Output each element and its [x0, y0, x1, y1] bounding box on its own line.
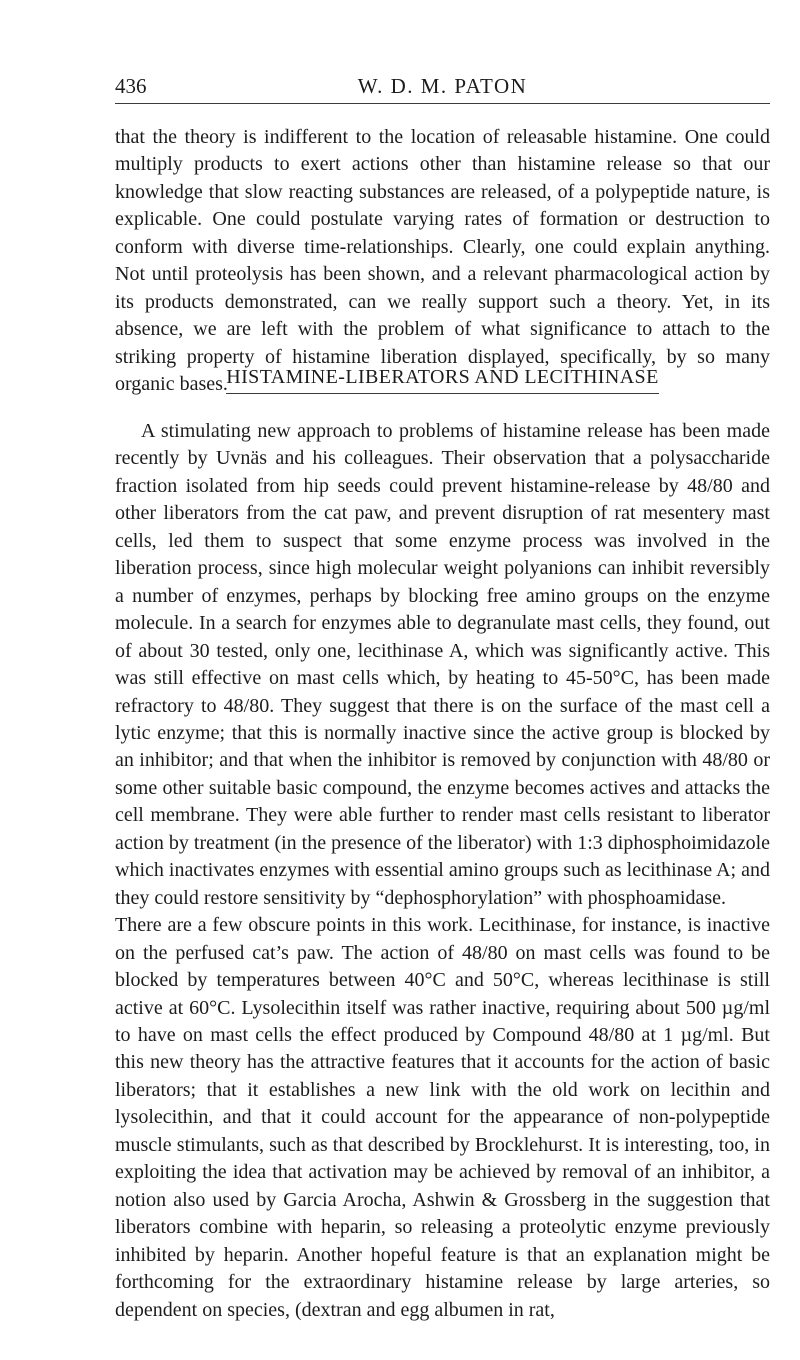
section-heading-text: HISTAMINE-LIBERATORS AND LECITHINASE [226, 364, 658, 394]
section-heading [115, 364, 770, 394]
intro-paragraph: that the theory is indifferent to the location of releasable histamine. One could multiply products to exert actions other than histamine release so that our knowledge that slow reacting substances are released, of a polypeptide nature, is explicable. One could postulate varying rates of formation or destruction to conform with diverse time-relationships. Clearly, one could explain anything. Not until proteolysis has been shown, and a relevant pharmacological action by its products demonstrated, can we really support such a theory. Yet, in its absence, we are left with the problem of what significance to attach to the striking property of histamine liberation displayed, specifically, by so many organic bases. [115, 126, 770, 396]
section-paragraph-2: There are a few obscure points in this work. Lecithinase, for instance, is inactive on the perfused cat’s paw. The action of 48/80 on mast cells was found to be blocked by temperatures between 40°C and 50°C, whereas lecithinase is still active at 60°C. Lysolecithin itself was rather inactive, requiring about 500 µg/ml to have on mast cells the effect produced by Compound 48/80 at 1 µg/ml. But this new theory has the attractive features that it accounts for the action of basic liberators; that it establishes a new link with the old work on lecithin and lysolecithin, and that it could account for the appearance of non-polypeptide muscle stimulants, such as that described by Brocklehurst. It is interesting, too, in exploiting the idea that activation may be achieved by removal of an inhibitor, a notion also used by Garcia Arocha, Ashwin & Grossberg in the suggestion that liberators combine with heparin, so releasing a proteolytic enzyme previously inhibited by heparin. Another hopeful feature is that an explanation might be forthcoming for the extraordinary histamine release by large arteries, so dependent on species, (dextran and egg albumen in rat, [115, 914, 770, 1321]
section-body [115, 418, 770, 1324]
running-head [115, 72, 770, 106]
running-title: W. D. M. PATON [357, 74, 528, 98]
section-paragraph-1: A stimulating new approach to problems of histamine release has been made recently by Uvnäs and his colleagues. Their observation that a polysaccharide fraction isolated from hip seeds could prevent histamine-release by 48/80 and other liberators from the cat paw, and prevent disruption of rat mesentery mast cells, led them to suspect that some enzyme process was involved in the liberation process, since high molecular weight polyanions can inhibit reversibly a number of enzymes, perhaps by blocking free amino groups on the enzyme molecule. In a search for enzymes able to degranulate mast cells, they found, out of about 30 tested, only one, lecithinase A, which was significantly active. This was still effective on mast cells which, by heating to 45-50°C, has been made refractory to 48/80. They suggest that there is on the surface of the mast cell a lytic enzyme; that this is normally inactive since the active group is blocked by an inhibitor; and that when the inhibitor is removed by conjunction with 48/80 or some other suitable basic compound, the enzyme becomes actives and attacks the cell membrane. They were able further to render mast cells resistant to liberator action by treatment (in the presence of the liberator) with 1:3 diphosphoimidazole which inactivates enzymes with essential amino groups such as lecithinase A; and they could restore sensitivity by “dephosphorylation” with phosphoamidase. [115, 420, 770, 909]
header-rule [115, 103, 770, 104]
intro-paragraph-block [115, 124, 770, 399]
page-number: 436 [115, 74, 147, 98]
